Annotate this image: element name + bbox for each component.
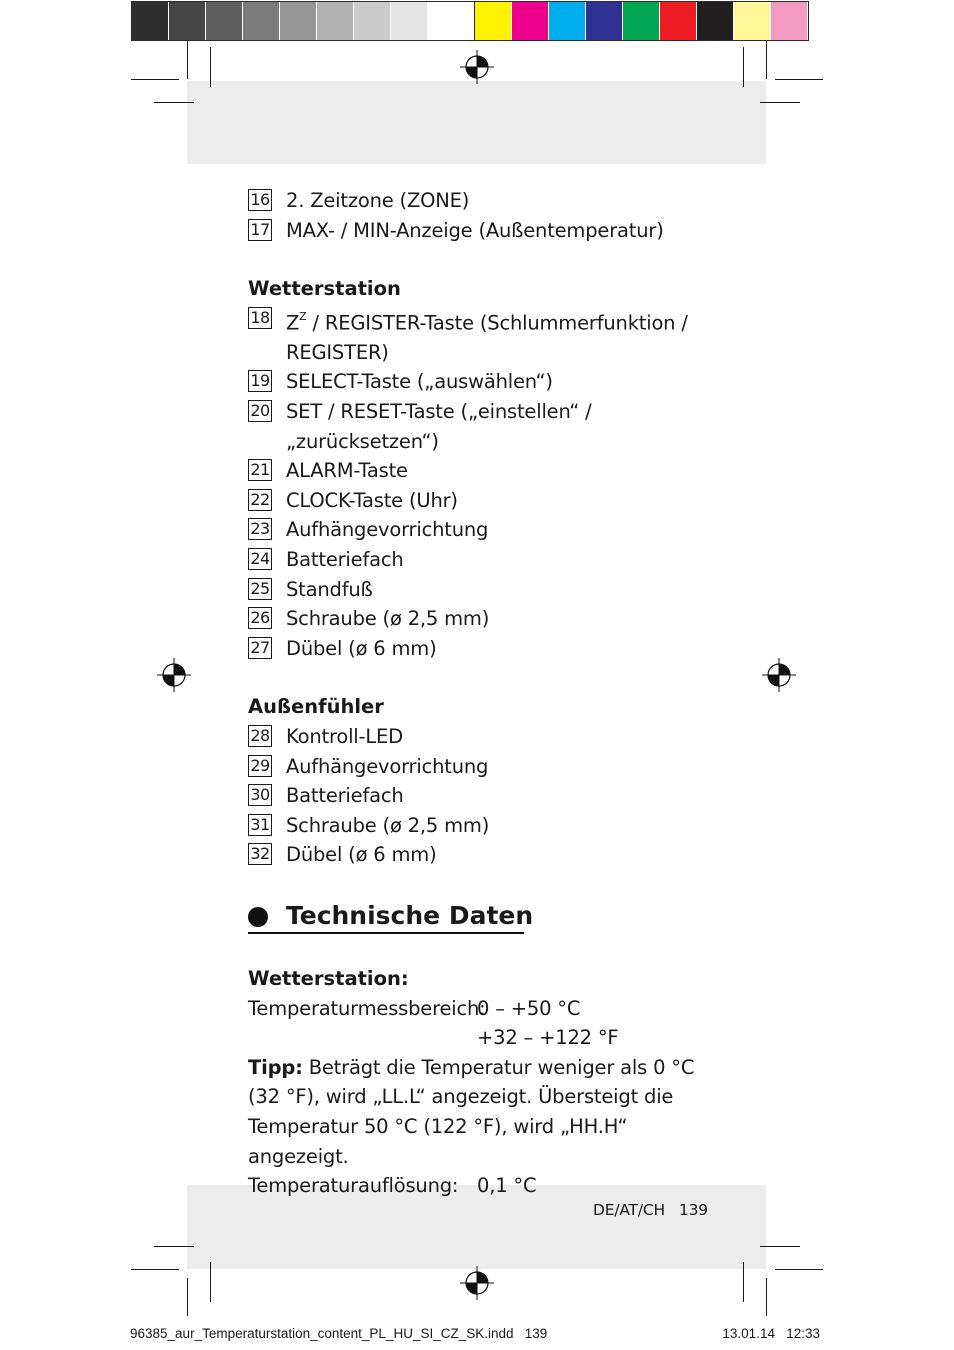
item-text: CLOCK-Taste (Uhr) — [286, 488, 458, 512]
crop-mark — [775, 79, 823, 80]
swatch-gap — [465, 2, 475, 40]
tip-label: Tipp: — [248, 1055, 303, 1079]
section-underline — [248, 932, 524, 934]
tech-range-row — [248, 994, 718, 1024]
crop-mark — [187, 1278, 188, 1316]
color-swatch — [697, 2, 734, 40]
crop-mark — [187, 41, 188, 79]
item-number: 20 — [248, 400, 272, 422]
item-text: Aufhängevorrichtung — [286, 754, 489, 778]
item-text: Batteriefach — [286, 784, 404, 808]
item-text: Schraube (ø 2,5 mm) — [286, 607, 490, 631]
list-item — [248, 722, 718, 752]
tip-line: angezeigt. — [248, 1144, 349, 1168]
crop-mark — [210, 47, 211, 87]
registration-mark-icon — [762, 658, 796, 692]
list-item — [248, 604, 718, 634]
resolution-value: 0,1 °C — [477, 1174, 537, 1198]
range-celsius: 0 – +50 °C — [477, 996, 581, 1020]
crop-mark — [154, 102, 194, 103]
parts-list-top — [248, 186, 718, 245]
gray-swatch — [354, 2, 391, 40]
item-number: 29 — [248, 755, 272, 777]
item-text: SELECT-Taste („auswählen“) — [286, 370, 553, 394]
gray-swatch — [206, 2, 243, 40]
list-item — [248, 515, 718, 545]
crop-mark — [743, 47, 744, 87]
crop-mark — [131, 1269, 179, 1270]
item-text: 2. Zeitzone (ZONE) — [286, 189, 470, 212]
item-text: Batteriefach — [286, 548, 404, 572]
tip-paragraph — [248, 1053, 718, 1171]
gray-swatch — [317, 2, 354, 40]
list-item — [248, 545, 718, 575]
crop-mark — [766, 1278, 767, 1316]
page-footer — [593, 1201, 708, 1219]
color-swatch — [475, 2, 512, 40]
item-text: Aufhängevorrichtung — [286, 518, 489, 542]
item-text — [286, 304, 688, 368]
list-item — [248, 811, 718, 841]
item-number: 22 — [248, 489, 272, 511]
item18-text2: REGISTER) — [286, 340, 389, 364]
gray-swatch — [243, 2, 280, 40]
item18-text: / REGISTER-Taste (Schlummerfunktion / — [306, 311, 688, 335]
color-swatch — [549, 2, 586, 40]
item-text: SET / RESET-Taste („einstellen“ / „zurücksetzen“) — [286, 400, 592, 453]
item-number: 23 — [248, 518, 272, 540]
bullet-icon — [248, 907, 268, 927]
item-number: 25 — [248, 578, 272, 600]
item-number: 19 — [248, 370, 272, 392]
item-text: Schraube (ø 2,5 mm) — [286, 813, 490, 837]
wetterstation-heading: Wetterstation — [248, 277, 401, 301]
list-item — [248, 752, 718, 782]
range-label: Temperaturmessbereich: — [248, 996, 486, 1020]
crop-mark — [743, 1262, 744, 1302]
item-text: Dübel (ø 6 mm) — [286, 843, 437, 867]
snooze-z-sup: Z — [299, 309, 307, 323]
crop-mark — [760, 1246, 800, 1247]
footer-region: DE/AT/CH — [593, 1201, 665, 1219]
item-number: 16 — [248, 189, 272, 211]
color-swatch — [734, 2, 771, 40]
list-item — [248, 304, 718, 368]
color-calibration-bar — [131, 1, 809, 41]
item-number: 30 — [248, 784, 272, 806]
crop-mark — [766, 41, 767, 79]
list-item — [248, 486, 718, 516]
gray-swatch — [428, 2, 465, 40]
gray-swatch — [169, 2, 206, 40]
registration-mark-icon — [460, 1266, 494, 1300]
header-band — [187, 81, 766, 164]
tech-resolution-row — [248, 1171, 718, 1201]
crop-mark — [760, 102, 800, 103]
item-text: Standfuß — [286, 577, 373, 601]
slug-datetime: 13.01.14 12:33 — [722, 1326, 820, 1341]
color-swatch — [623, 2, 660, 40]
print-slug — [130, 1326, 820, 1341]
list-item — [248, 397, 718, 456]
color-swatch — [586, 2, 623, 40]
list-item — [248, 186, 718, 216]
item-number: 27 — [248, 637, 272, 659]
item-number: 26 — [248, 607, 272, 629]
aussenfuehler-heading: Außenfühler — [248, 695, 384, 719]
section-title: Technische Daten — [286, 900, 534, 930]
item-number: 21 — [248, 459, 272, 481]
tip-line: (32 °F), wird „LL.L“ angezeigt. Übersteigt die — [248, 1085, 674, 1109]
gray-swatch — [280, 2, 317, 40]
item-text: MAX- / MIN-Anzeige (Außentemperatur) — [286, 218, 664, 242]
resolution-label: Temperaturauflösung: — [248, 1174, 459, 1198]
crop-mark — [131, 79, 179, 80]
snooze-z: Z — [286, 311, 300, 335]
gray-swatch — [391, 2, 428, 40]
item-text: ALARM-Taste — [286, 459, 408, 483]
parts-list-wetterstation — [248, 367, 718, 663]
list-item — [248, 634, 718, 664]
crop-mark — [775, 1269, 823, 1270]
list-item — [248, 216, 718, 246]
item-text: Kontroll-LED — [286, 725, 403, 748]
slug-filename: 96385_aur_Temperaturstation_content_PL_HU_SI_CZ_SK.indd 139 — [130, 1326, 548, 1341]
tech-heading: Wetterstation: — [248, 966, 409, 990]
range-fahrenheit: +32 – +122 °F — [477, 1026, 619, 1050]
item-number: 24 — [248, 548, 272, 570]
color-swatch — [512, 2, 549, 40]
list-item — [248, 367, 718, 397]
tip-line: Beträgt die Temperatur weniger als 0 °C — [302, 1055, 695, 1079]
item-number: 18 — [248, 307, 272, 329]
crop-mark — [210, 1262, 211, 1302]
list-item — [248, 456, 718, 486]
tech-range-row-f — [248, 1023, 718, 1053]
registration-mark-icon — [157, 658, 191, 692]
item-number: 31 — [248, 814, 272, 836]
color-swatch — [660, 2, 697, 40]
page-content — [248, 186, 718, 1201]
parts-list-aussenfuehler — [248, 722, 718, 870]
tip-line: Temperatur 50 °C (122 °F), wird „HH.H“ — [248, 1114, 628, 1138]
item-text: Dübel (ø 6 mm) — [286, 636, 437, 660]
list-item — [248, 840, 718, 870]
color-swatch — [771, 2, 808, 40]
gray-swatch — [132, 2, 169, 40]
list-item — [248, 781, 718, 811]
section-header — [248, 900, 718, 934]
crop-mark — [154, 1246, 194, 1247]
list-item — [248, 575, 718, 605]
item-number: 17 — [248, 219, 272, 241]
item-number: 32 — [248, 843, 272, 865]
item-number: 28 — [248, 725, 272, 747]
page-number: 139 — [678, 1201, 708, 1219]
registration-mark-icon — [460, 50, 494, 84]
